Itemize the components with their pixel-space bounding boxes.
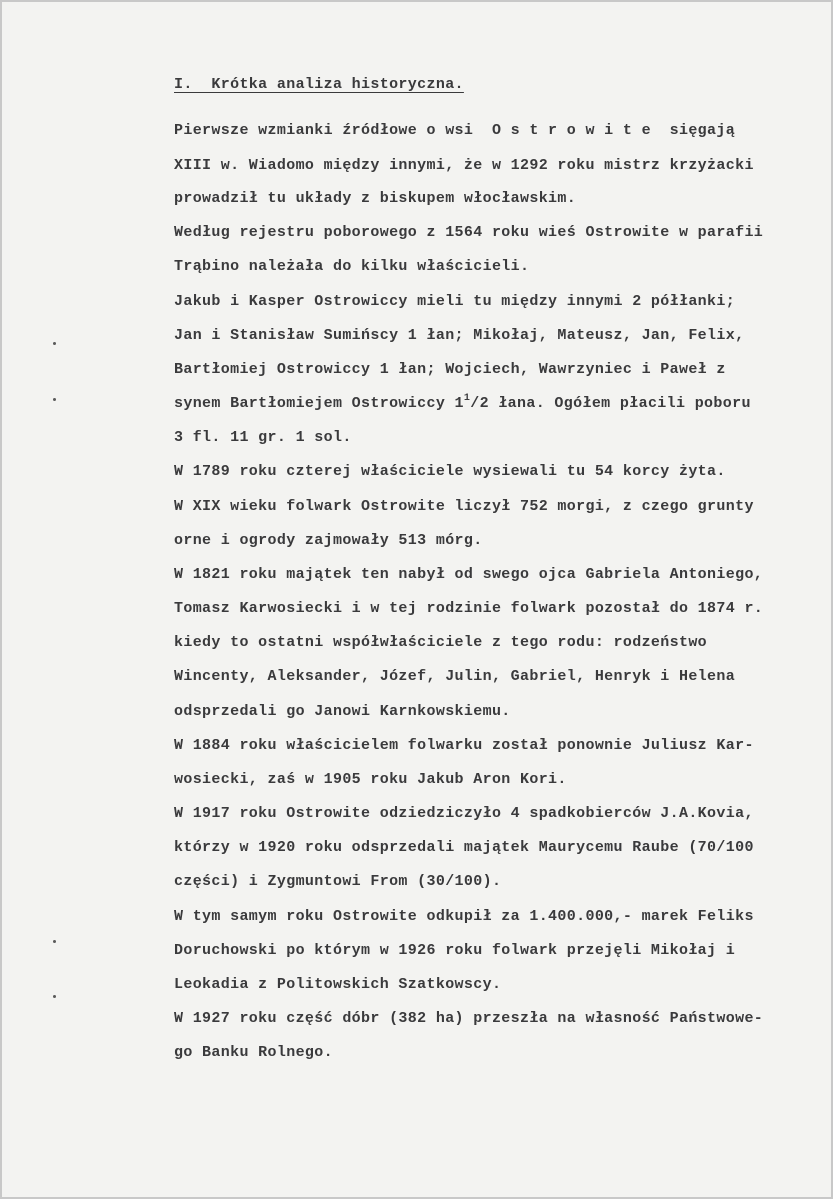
text-line: Jan i Stanisław Sumińscy 1 łan; Mikołaj, Mateusz, Jan, Felix, xyxy=(174,327,745,344)
text-line: Trąbino należała do kilku właścicieli. xyxy=(174,258,530,275)
text-line: odsprzedali go Janowi Karnkowskiemu. xyxy=(174,703,511,720)
text-line: Pierwsze wzmianki źródłowe o wsi O s t r o w i t e sięgają xyxy=(174,122,736,139)
text-line: 3 fl. 11 gr. 1 sol. xyxy=(174,429,352,446)
text-line: W tym samym roku Ostrowite odkupił za 1.400.000,- marek Feliks xyxy=(174,908,754,925)
punch-hole-mark xyxy=(53,940,56,943)
text-line: W 1927 roku część dóbr (382 ha) przeszła na własność Państwowe- xyxy=(174,1010,764,1027)
text-line: XIII w. Wiadomo między innymi, że w 1292 roku mistrz krzyżacki xyxy=(174,157,754,174)
punch-hole-mark xyxy=(53,342,56,345)
text-line: części) i Zygmuntowi From (30/100). xyxy=(174,873,502,890)
text-segment: synem Bartłomiejem Ostrowiccy 1 xyxy=(174,395,464,412)
text-line: Doruchowski po którym w 1926 roku folwark przejęli Mikołaj i xyxy=(174,942,736,959)
text-line: W 1917 roku Ostrowite odziedziczyło 4 spadkobierców J.A.Kovia, xyxy=(174,805,754,822)
section-heading: I. Krótka analiza historyczna. xyxy=(174,76,464,93)
text-line: Wincenty, Aleksander, Józef, Julin, Gabriel, Henryk i Helena xyxy=(174,668,736,685)
text-line: którzy w 1920 roku odsprzedali majątek Maurycemu Raube (70/100 xyxy=(174,839,754,856)
text-line: prowadził tu układy z biskupem włocławskim. xyxy=(174,190,577,207)
text-line: go Banku Rolnego. xyxy=(174,1044,333,1061)
text-line: W XIX wieku folwark Ostrowite liczył 752 morgi, z czego grunty xyxy=(174,498,754,515)
fraction-numerator: 1 xyxy=(463,393,471,404)
punch-hole-mark xyxy=(53,398,56,401)
text-line-with-fraction xyxy=(174,395,751,412)
text-line: W 1884 roku właścicielem folwarku został ponownie Juliusz Kar- xyxy=(174,737,754,754)
text-line: Według rejestru poborowego z 1564 roku wieś Ostrowite w parafii xyxy=(174,224,764,241)
text-line: orne i ogrody zajmowały 513 mórg. xyxy=(174,532,483,549)
text-line: W 1821 roku majątek ten nabył od swego ojca Gabriela Antoniego, xyxy=(174,566,764,583)
text-line: Leokadia z Politowskich Szatkowscy. xyxy=(174,976,502,993)
punch-hole-mark xyxy=(53,995,56,998)
typewritten-page xyxy=(2,2,831,1197)
text-segment: /2 łana. Ogółem płacili poboru xyxy=(470,395,751,412)
text-line: Jakub i Kasper Ostrowiccy mieli tu między innymi 2 półłanki; xyxy=(174,293,736,310)
text-line: Bartłomiej Ostrowiccy 1 łan; Wojciech, Wawrzyniec i Paweł z xyxy=(174,361,726,378)
text-line: kiedy to ostatni współwłaściciele z tego rodu: rodzeństwo xyxy=(174,634,708,651)
text-line: Tomasz Karwosiecki i w tej rodzinie folwark pozostał do 1874 r. xyxy=(174,600,764,617)
text-line: W 1789 roku czterej właściciele wysiewali tu 54 korcy żyta. xyxy=(174,463,726,480)
text-line: wosiecki, zaś w 1905 roku Jakub Aron Kori. xyxy=(174,771,567,788)
